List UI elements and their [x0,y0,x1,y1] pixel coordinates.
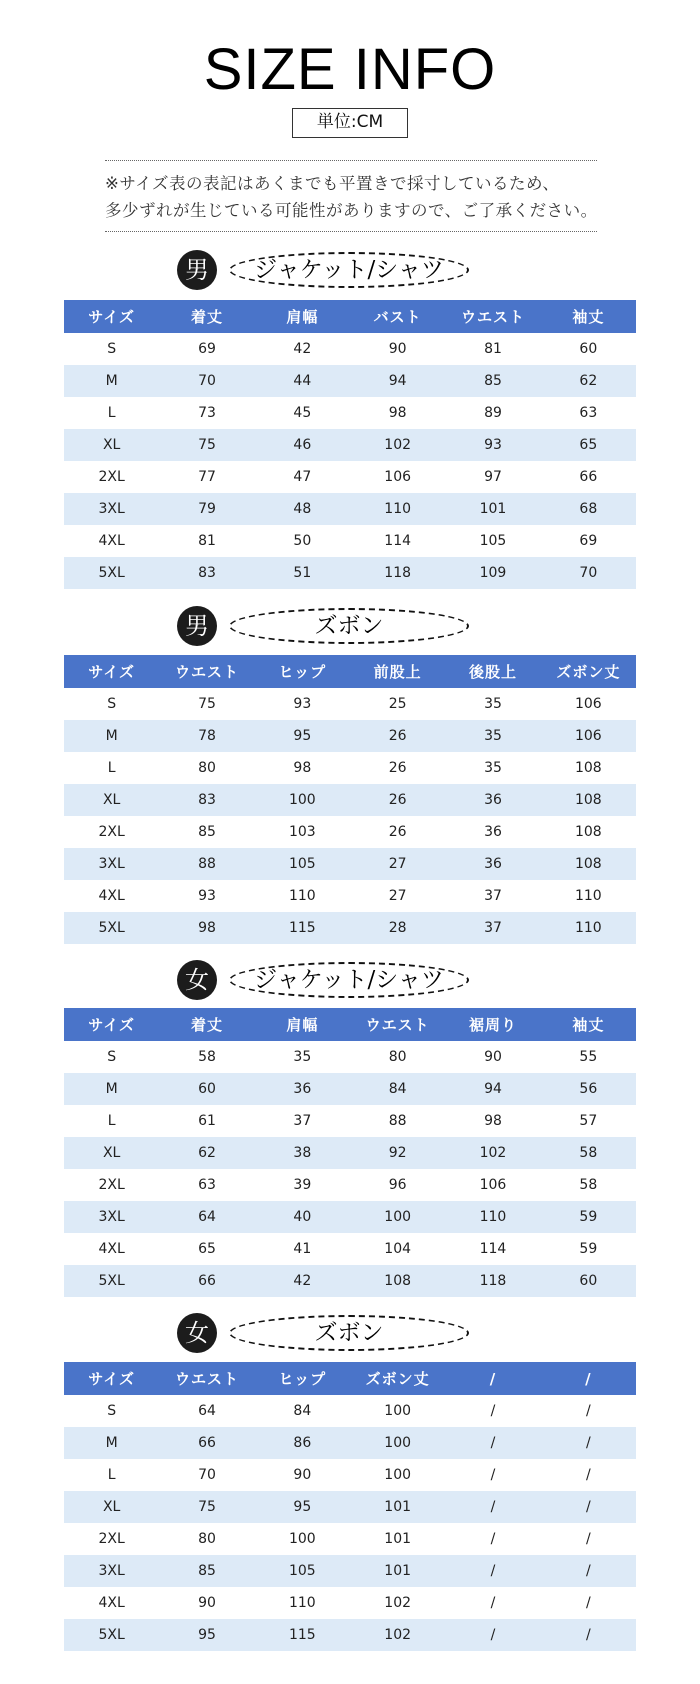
measurement-cell: 42 [255,333,350,365]
measurement-cell: 109 [445,557,540,589]
column-header: ウエスト [159,1362,254,1395]
divider-top [105,160,597,161]
table-row [64,784,636,816]
measurement-cell: 58 [541,1137,636,1169]
measurement-cell: 106 [541,688,636,720]
measurement-cell: 55 [541,1041,636,1073]
column-header: ヒップ [255,655,350,688]
measurement-cell: 61 [159,1105,254,1137]
column-header: ウエスト [350,1008,445,1041]
measurement-cell: 75 [159,1491,254,1523]
measurement-cell: 110 [255,880,350,912]
table-row [64,1201,636,1233]
size-table-men-pants [64,655,636,944]
measurement-cell: 65 [541,429,636,461]
measurement-cell: 110 [541,912,636,944]
garment-label: ジャケット/シャツ [229,962,469,998]
measurement-cell: 83 [159,784,254,816]
table-row [64,1491,636,1523]
measurement-cell: 81 [445,333,540,365]
gender-badge: 女 [177,1313,217,1353]
measurement-cell: 88 [159,848,254,880]
table-row [64,816,636,848]
measurement-cell: 47 [255,461,350,493]
measurement-cell: 66 [159,1427,254,1459]
table-row [64,752,636,784]
measurement-cell: 110 [445,1201,540,1233]
measurement-cell: 100 [350,1201,445,1233]
column-header: サイズ [64,655,159,688]
measurement-cell: 58 [541,1169,636,1201]
measurement-cell: 101 [445,493,540,525]
measurement-cell: / [541,1523,636,1555]
measurement-cell: 27 [350,848,445,880]
measurement-cell: 35 [445,688,540,720]
measurement-cell: 75 [159,688,254,720]
measurement-cell: 102 [445,1137,540,1169]
measurement-cell: 90 [159,1587,254,1619]
table-row [64,333,636,365]
measurement-cell: 95 [255,720,350,752]
size-cell: XL [64,1137,159,1169]
size-cell: 5XL [64,1265,159,1297]
measurement-cell: 70 [541,557,636,589]
size-cell: S [64,333,159,365]
measurement-note-line-1: ※サイズ表の表記はあくまでも平置きで採寸しているため、 [105,174,560,193]
table-row [64,1459,636,1491]
measurement-cell: 56 [541,1073,636,1105]
measurement-cell: / [541,1491,636,1523]
column-header: 肩幅 [255,300,350,333]
measurement-cell: 78 [159,720,254,752]
measurement-cell: 83 [159,557,254,589]
measurement-cell: 70 [159,1459,254,1491]
measurement-cell: 66 [541,461,636,493]
measurement-cell: 40 [255,1201,350,1233]
measurement-cell: 100 [350,1395,445,1427]
measurement-cell: 110 [255,1587,350,1619]
size-cell: XL [64,784,159,816]
measurement-cell: 92 [350,1137,445,1169]
divider-bottom [105,231,597,232]
measurement-cell: 86 [255,1427,350,1459]
measurement-cell: 108 [541,816,636,848]
measurement-cell: 60 [159,1073,254,1105]
measurement-cell: 39 [255,1169,350,1201]
measurement-cell: 115 [255,912,350,944]
measurement-cell: / [541,1395,636,1427]
column-header: サイズ [64,1362,159,1395]
column-header: 後股上 [445,655,540,688]
table-row [64,1619,636,1651]
column-header: 袖丈 [541,300,636,333]
column-header: ウエスト [159,655,254,688]
size-cell: S [64,1041,159,1073]
measurement-cell: 85 [445,365,540,397]
measurement-cell: 73 [159,397,254,429]
measurement-cell: 94 [445,1073,540,1105]
table-row [64,1073,636,1105]
measurement-cell: 62 [541,365,636,397]
table-row [64,1265,636,1297]
measurement-cell: 60 [541,333,636,365]
measurement-cell: 108 [350,1265,445,1297]
size-cell: XL [64,429,159,461]
size-cell: 2XL [64,461,159,493]
measurement-cell: 90 [445,1041,540,1073]
column-header: 着丈 [159,300,254,333]
gender-badge: 男 [177,606,217,646]
size-cell: L [64,1105,159,1137]
measurement-cell: 105 [255,1555,350,1587]
table-row [64,1395,636,1427]
measurement-cell: 102 [350,1619,445,1651]
measurement-cell: 102 [350,429,445,461]
measurement-cell: / [445,1587,540,1619]
garment-label: ズボン [229,1315,469,1351]
table-row [64,365,636,397]
measurement-cell: 110 [350,493,445,525]
table-row [64,1169,636,1201]
measurement-cell: 90 [255,1459,350,1491]
table-row [64,461,636,493]
column-header: / [445,1362,540,1395]
measurement-cell: 60 [541,1265,636,1297]
measurement-cell: 115 [255,1619,350,1651]
measurement-cell: 108 [541,848,636,880]
measurement-cell: 94 [350,365,445,397]
measurement-cell: 84 [350,1073,445,1105]
measurement-cell: 64 [159,1395,254,1427]
measurement-cell: 95 [159,1619,254,1651]
size-cell: 5XL [64,912,159,944]
measurement-cell: 114 [445,1233,540,1265]
section-header-women-pants [0,1310,700,1356]
measurement-cell: / [445,1523,540,1555]
table-row [64,848,636,880]
measurement-cell: 98 [255,752,350,784]
size-cell: M [64,1073,159,1105]
measurement-cell: 102 [350,1587,445,1619]
measurement-cell: 85 [159,816,254,848]
measurement-cell: 63 [541,397,636,429]
measurement-cell: 65 [159,1233,254,1265]
measurement-cell: 58 [159,1041,254,1073]
measurement-cell: 110 [541,880,636,912]
size-cell: 3XL [64,1555,159,1587]
size-cell: M [64,1427,159,1459]
measurement-cell: 26 [350,816,445,848]
measurement-cell: 100 [350,1459,445,1491]
size-cell: S [64,688,159,720]
measurement-cell: 26 [350,720,445,752]
measurement-cell: 108 [541,784,636,816]
measurement-cell: 36 [445,816,540,848]
measurement-cell: 101 [350,1555,445,1587]
measurement-note-line-2: 多少ずれが生じている可能性がありますので、ご了承ください。 [105,201,598,220]
measurement-cell: 48 [255,493,350,525]
size-cell: XL [64,1491,159,1523]
size-cell: L [64,1459,159,1491]
table-row [64,1137,636,1169]
measurement-cell: 90 [350,333,445,365]
measurement-cell: 63 [159,1169,254,1201]
table-row [64,1427,636,1459]
measurement-cell: 118 [445,1265,540,1297]
measurement-cell: 118 [350,557,445,589]
measurement-cell: 59 [541,1233,636,1265]
measurement-cell: 100 [255,784,350,816]
table-row [64,397,636,429]
column-header: ヒップ [255,1362,350,1395]
column-header: サイズ [64,1008,159,1041]
measurement-cell: 101 [350,1491,445,1523]
column-header: ズボン丈 [541,655,636,688]
column-header: 袖丈 [541,1008,636,1041]
column-header: 前股上 [350,655,445,688]
size-cell: 3XL [64,1201,159,1233]
measurement-cell: 81 [159,525,254,557]
measurement-cell: 59 [541,1201,636,1233]
measurement-cell: 35 [445,720,540,752]
measurement-cell: 104 [350,1233,445,1265]
table-row [64,1587,636,1619]
size-table-women-pants [64,1362,636,1651]
measurement-cell: / [445,1395,540,1427]
measurement-cell: 98 [350,397,445,429]
measurement-cell: 69 [159,333,254,365]
size-cell: 2XL [64,1523,159,1555]
table-header-row [64,1008,636,1041]
measurement-cell: 106 [445,1169,540,1201]
measurement-cell: 66 [159,1265,254,1297]
size-table-men-jacket [64,300,636,589]
measurement-cell: 108 [541,752,636,784]
garment-label: ジャケット/シャツ [229,252,469,288]
measurement-cell: 84 [255,1395,350,1427]
measurement-cell: 57 [541,1105,636,1137]
measurement-cell: 80 [350,1041,445,1073]
table-row [64,1233,636,1265]
measurement-cell: 77 [159,461,254,493]
section-header-men-pants [0,603,700,649]
table-header-row [64,655,636,688]
measurement-cell: 98 [159,912,254,944]
column-header: ズボン丈 [350,1362,445,1395]
table-row [64,880,636,912]
measurement-cell: / [541,1587,636,1619]
measurement-cell: 106 [350,461,445,493]
measurement-cell: 106 [541,720,636,752]
measurement-cell: 96 [350,1169,445,1201]
size-cell: 4XL [64,880,159,912]
measurement-cell: 26 [350,784,445,816]
size-cell: 3XL [64,493,159,525]
measurement-cell: 100 [255,1523,350,1555]
measurement-cell: / [445,1555,540,1587]
table-row [64,493,636,525]
table-row [64,557,636,589]
column-header: / [541,1362,636,1395]
measurement-cell: 114 [350,525,445,557]
measurement-cell: 80 [159,1523,254,1555]
measurement-cell: 38 [255,1137,350,1169]
size-cell: L [64,397,159,429]
garment-label: ズボン [229,608,469,644]
measurement-cell: / [541,1555,636,1587]
table-row [64,525,636,557]
size-table-women-jacket [64,1008,636,1297]
section-header-women-jacket [0,957,700,1003]
measurement-cell: 95 [255,1491,350,1523]
size-cell: M [64,720,159,752]
measurement-cell: 97 [445,461,540,493]
measurement-cell: 101 [350,1523,445,1555]
unit-label: 単位:CM [292,108,408,138]
measurement-cell: 93 [255,688,350,720]
measurement-cell: 41 [255,1233,350,1265]
measurement-cell: / [445,1619,540,1651]
measurement-cell: 93 [159,880,254,912]
measurement-cell: 79 [159,493,254,525]
table-row [64,429,636,461]
table-row [64,1041,636,1073]
measurement-cell: / [541,1619,636,1651]
size-cell: 4XL [64,1233,159,1265]
size-cell: 5XL [64,1619,159,1651]
measurement-cell: 42 [255,1265,350,1297]
measurement-cell: 80 [159,752,254,784]
table-row [64,720,636,752]
size-cell: 5XL [64,557,159,589]
measurement-cell: / [445,1427,540,1459]
measurement-cell: 100 [350,1427,445,1459]
measurement-cell: 98 [445,1105,540,1137]
column-header: 着丈 [159,1008,254,1041]
measurement-cell: 36 [445,784,540,816]
measurement-cell: 88 [350,1105,445,1137]
measurement-cell: 105 [445,525,540,557]
column-header: サイズ [64,300,159,333]
measurement-cell: 45 [255,397,350,429]
measurement-cell: 25 [350,688,445,720]
measurement-cell: 35 [255,1041,350,1073]
measurement-cell: / [541,1459,636,1491]
measurement-cell: 85 [159,1555,254,1587]
measurement-cell: 51 [255,557,350,589]
size-cell: L [64,752,159,784]
size-cell: 4XL [64,1587,159,1619]
measurement-cell: 93 [445,429,540,461]
measurement-cell: 62 [159,1137,254,1169]
measurement-cell: 37 [445,880,540,912]
column-header: 裾周り [445,1008,540,1041]
measurement-note [105,170,605,224]
gender-badge: 女 [177,960,217,1000]
table-row [64,1105,636,1137]
gender-badge: 男 [177,250,217,290]
column-header: 肩幅 [255,1008,350,1041]
table-row [64,912,636,944]
page-title: SIZE INFO [203,37,497,102]
measurement-cell: 26 [350,752,445,784]
table-header-row [64,1362,636,1395]
measurement-cell: 37 [445,912,540,944]
measurement-cell: / [541,1427,636,1459]
measurement-cell: 28 [350,912,445,944]
measurement-cell: / [445,1459,540,1491]
column-header: バスト [350,300,445,333]
size-cell: 3XL [64,848,159,880]
measurement-cell: 75 [159,429,254,461]
measurement-cell: 70 [159,365,254,397]
size-cell: S [64,1395,159,1427]
column-header: ウエスト [445,300,540,333]
measurement-cell: 36 [445,848,540,880]
measurement-cell: 37 [255,1105,350,1137]
size-cell: 4XL [64,525,159,557]
measurement-cell: 64 [159,1201,254,1233]
measurement-cell: 89 [445,397,540,429]
measurement-cell: 27 [350,880,445,912]
measurement-cell: 69 [541,525,636,557]
measurement-cell: 46 [255,429,350,461]
size-cell: M [64,365,159,397]
measurement-cell: 105 [255,848,350,880]
measurement-cell: 50 [255,525,350,557]
section-header-men-jacket [0,247,700,293]
measurement-cell: 35 [445,752,540,784]
table-header-row [64,300,636,333]
measurement-cell: / [445,1491,540,1523]
table-row [64,1523,636,1555]
size-cell: 2XL [64,1169,159,1201]
measurement-cell: 36 [255,1073,350,1105]
table-row [64,1555,636,1587]
measurement-cell: 68 [541,493,636,525]
size-cell: 2XL [64,816,159,848]
measurement-cell: 103 [255,816,350,848]
measurement-cell: 44 [255,365,350,397]
table-row [64,688,636,720]
